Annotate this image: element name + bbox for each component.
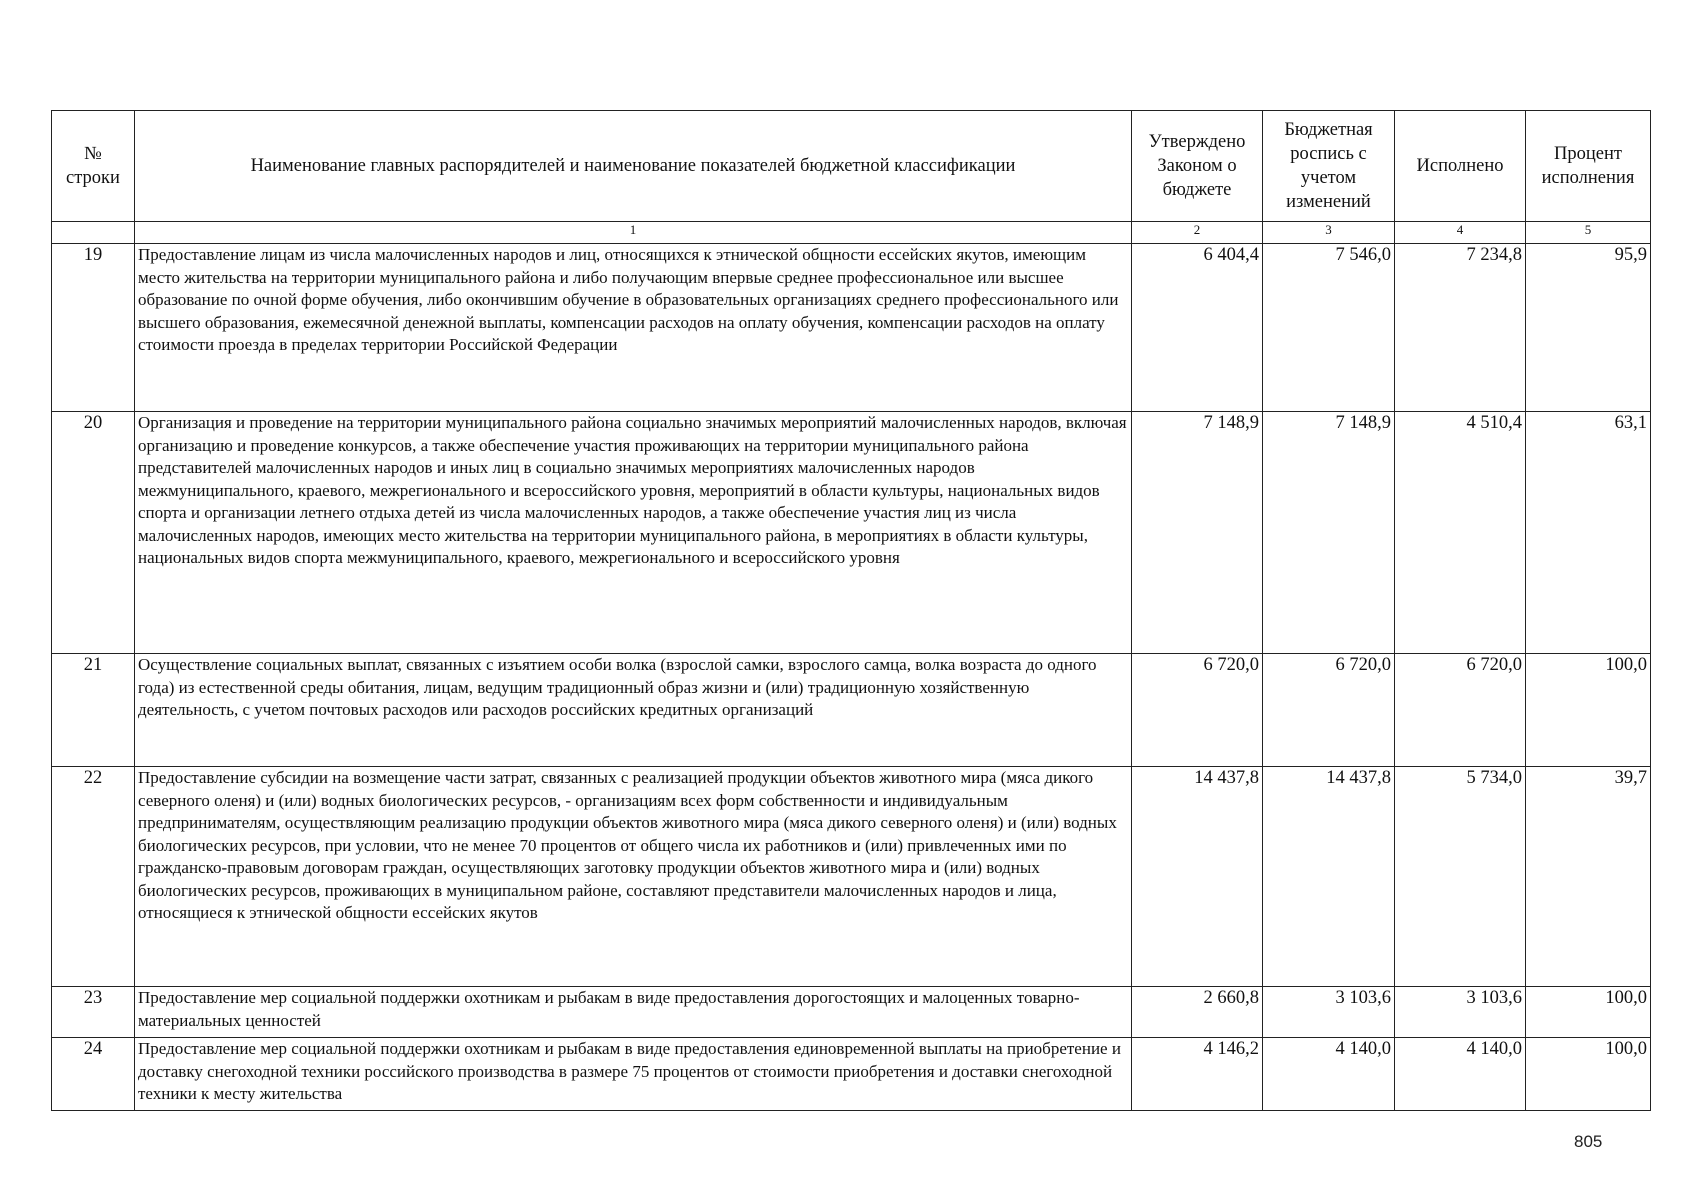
- row-budget-list: 3 103,6: [1263, 987, 1395, 1038]
- column-number-row: [52, 222, 1651, 244]
- budget-execution-table: [51, 110, 1651, 1111]
- row-percent: 95,9: [1526, 244, 1651, 412]
- row-name: Осуществление социальных выплат, связанных с изъятием особи волка (взрослой самки, взрослого самца, волка возраста до одного года) из естественной среды обитания, лицам, ведущим традиционный образ жизни и (или) традиционную хозяйственную деятельность, с учетом почтовых расходов или расходов российских кредитных организаций: [135, 654, 1132, 767]
- row-name: Предоставление мер социальной поддержки охотникам и рыбакам в виде предоставления единовременной выплаты на приобретение и доставку снегоходной техники российского производства в размере 75 процентов от стоимости приобретения и доставки снегоходной техники к месту жительства: [135, 1038, 1132, 1111]
- row-budget-list: 14 437,8: [1263, 767, 1395, 987]
- column-number: 1: [135, 222, 1132, 244]
- row-approved: 2 660,8: [1132, 987, 1263, 1038]
- row-percent: 100,0: [1526, 654, 1651, 767]
- header-percent: Процент исполнения: [1526, 111, 1651, 222]
- row-budget-list: 4 140,0: [1263, 1038, 1395, 1111]
- row-number: 21: [52, 654, 135, 767]
- row-executed: 4 140,0: [1395, 1038, 1526, 1111]
- row-name: Организация и проведение на территории муниципального района социально значимых мероприятий малочисленных народов, включая организацию и проведение конкурсов, а также обеспечение участия проживающих на территории муниципального района представителей малочисленных народов и иных лиц в социально значимых мероприятиях малочисленных народов межмуниципального, краевого, межрегионального и всероссийского уровня, мероприятий в области культуры, национальных видов спорта и организации летнего отдыха детей из числа малочисленных народов, а также обеспечение участия лиц из числа малочисленных народов, имеющих место жительства на территории муниципального района, в мероприятиях в области культуры, национальных видов спорта межмуниципального, краевого, межрегионального и всероссийского уровня: [135, 412, 1132, 654]
- row-approved: 7 148,9: [1132, 412, 1263, 654]
- header-row: [52, 111, 1651, 222]
- column-number: 4: [1395, 222, 1526, 244]
- row-percent: 39,7: [1526, 767, 1651, 987]
- header-budget-list: Бюджетная роспись с учетом изменений: [1263, 111, 1395, 222]
- row-approved: 6 404,4: [1132, 244, 1263, 412]
- row-number: 19: [52, 244, 135, 412]
- column-number: [52, 222, 135, 244]
- column-number: 2: [1132, 222, 1263, 244]
- row-percent: 100,0: [1526, 1038, 1651, 1111]
- row-percent: 63,1: [1526, 412, 1651, 654]
- header-executed: Исполнено: [1395, 111, 1526, 222]
- table-row: [52, 412, 1651, 654]
- row-budget-list: 6 720,0: [1263, 654, 1395, 767]
- row-number: 22: [52, 767, 135, 987]
- table-row: [52, 987, 1651, 1038]
- row-number: 20: [52, 412, 135, 654]
- row-number: 24: [52, 1038, 135, 1111]
- row-executed: 6 720,0: [1395, 654, 1526, 767]
- table-row: [52, 1038, 1651, 1111]
- header-approved: Утверждено Законом о бюджете: [1132, 111, 1263, 222]
- row-budget-list: 7 546,0: [1263, 244, 1395, 412]
- table-row: [52, 244, 1651, 412]
- table-row: [52, 654, 1651, 767]
- row-budget-list: 7 148,9: [1263, 412, 1395, 654]
- row-number: 23: [52, 987, 135, 1038]
- row-name: Предоставление лицам из числа малочисленных народов и лиц, относящихся к этнической общности ессейских якутов, имеющим место жительства на территории муниципального района и либо получающим впервые среднее профессиональное или высшее образование по очной форме обучения, либо окончившим обучение в образовательных организациях среднего профессионального или высшего образования, ежемесячной денежной выплаты, компенсации расходов на оплату обучения, компенсации расходов на оплату стоимости проезда в пределах территории Российской Федерации: [135, 244, 1132, 412]
- row-approved: 6 720,0: [1132, 654, 1263, 767]
- page-number: 805: [1574, 1132, 1603, 1151]
- row-percent: 100,0: [1526, 987, 1651, 1038]
- column-number: 3: [1263, 222, 1395, 244]
- row-executed: 5 734,0: [1395, 767, 1526, 987]
- row-name: Предоставление субсидии на возмещение части затрат, связанных с реализацией продукции объектов животного мира (мяса дикого северного оленя) и (или) водных биологических ресурсов, - организациям всех форм собственности и индивидуальным предпринимателям, осуществляющим реализацию продукции объектов животного мира (мяса дикого северного оленя) и (или) водных биологических ресурсов, при условии, что не менее 70 процентов от общего числа их работников и (или) привлеченных ими по гражданско-правовым договорам граждан, осуществляющих заготовку продукции объектов животного мира и (или) водных биологических ресурсов, проживающих в муниципальном районе, составляют представители малочисленных народов и лица, относящиеся к этнической общности ессейских якутов: [135, 767, 1132, 987]
- row-approved: 14 437,8: [1132, 767, 1263, 987]
- table-row: [52, 767, 1651, 987]
- column-number: 5: [1526, 222, 1651, 244]
- header-row-number: № строки: [52, 111, 135, 222]
- row-executed: 7 234,8: [1395, 244, 1526, 412]
- row-executed: 3 103,6: [1395, 987, 1526, 1038]
- row-executed: 4 510,4: [1395, 412, 1526, 654]
- header-name: Наименование главных распорядителей и наименование показателей бюджетной классификации: [135, 111, 1132, 222]
- row-approved: 4 146,2: [1132, 1038, 1263, 1111]
- row-name: Предоставление мер социальной поддержки охотникам и рыбакам в виде предоставления дорогостоящих и малоценных товарно-материальных ценностей: [135, 987, 1132, 1038]
